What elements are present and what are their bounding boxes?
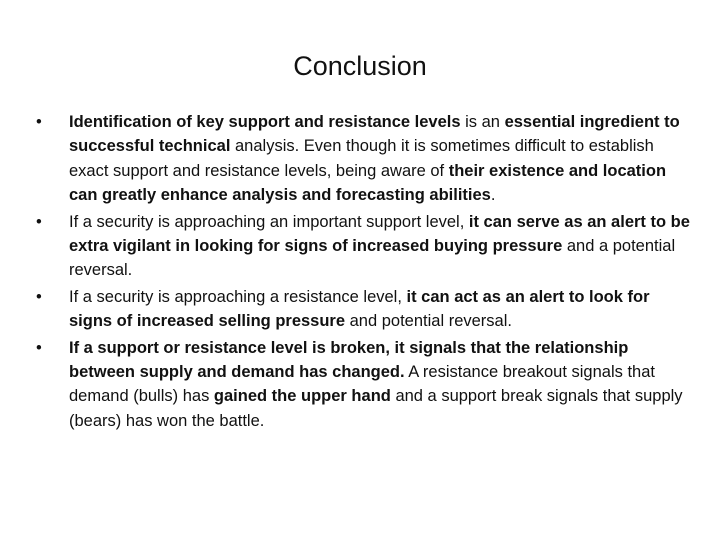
bullet-item-1 bbox=[36, 110, 690, 208]
bullet-item-2 bbox=[36, 210, 690, 283]
bullet-icon: • bbox=[36, 212, 42, 231]
bullet-3-text-1: If a security is approaching a resistance level, bbox=[69, 287, 407, 306]
bullet-1-text-4: analysis. Even though it is sometimes difficult to establish exact support and resistance levels, being aware of bbox=[69, 137, 654, 180]
bullet-3-text-2: it can act as an alert to look for signs of increased selling pressure bbox=[69, 287, 650, 331]
bullet-1-text-1: Identification of key support and resistance levels bbox=[69, 113, 461, 131]
bullet-4-text-2: A resistance breakout signals that demand (bulls) has bbox=[69, 363, 655, 406]
bullet-item-3 bbox=[36, 285, 690, 334]
bullet-1-text-3: essential ingredient to successful technical bbox=[69, 113, 680, 156]
bullet-4-text-3: gained the upper hand bbox=[213, 387, 391, 406]
bullet-3-text-3: and potential reversal. bbox=[345, 312, 512, 331]
bullet-1-text-5: their existence and location can greatly enhance analysis and forecasting abilities bbox=[69, 161, 667, 205]
bullet-4-text-4: and a support break signals that supply (bears) has won the battle. bbox=[69, 387, 683, 430]
bullet-2-text-3: and a potential reversal. bbox=[69, 237, 676, 280]
bullet-1-text-6: . bbox=[490, 186, 496, 205]
bullet-2-text-2: it can serve as an alert to be extra vigilant in looking for signs of increased buying pressure bbox=[69, 212, 690, 256]
bullet-icon: • bbox=[36, 287, 42, 306]
bullet-icon: • bbox=[36, 338, 42, 357]
bullet-2-text-1: If a security is approaching an important support level, bbox=[69, 212, 469, 231]
bullet-icon: • bbox=[36, 113, 42, 131]
bullet-4-text-1: If a support or resistance level is broken, it signals that the relationship between supply and demand has changed. bbox=[69, 338, 629, 382]
slide-title: Conclusion bbox=[293, 51, 427, 81]
bullet-1-text-2: is an bbox=[460, 113, 505, 131]
bullet-item-4 bbox=[36, 336, 690, 434]
bullet-list bbox=[36, 110, 690, 435]
